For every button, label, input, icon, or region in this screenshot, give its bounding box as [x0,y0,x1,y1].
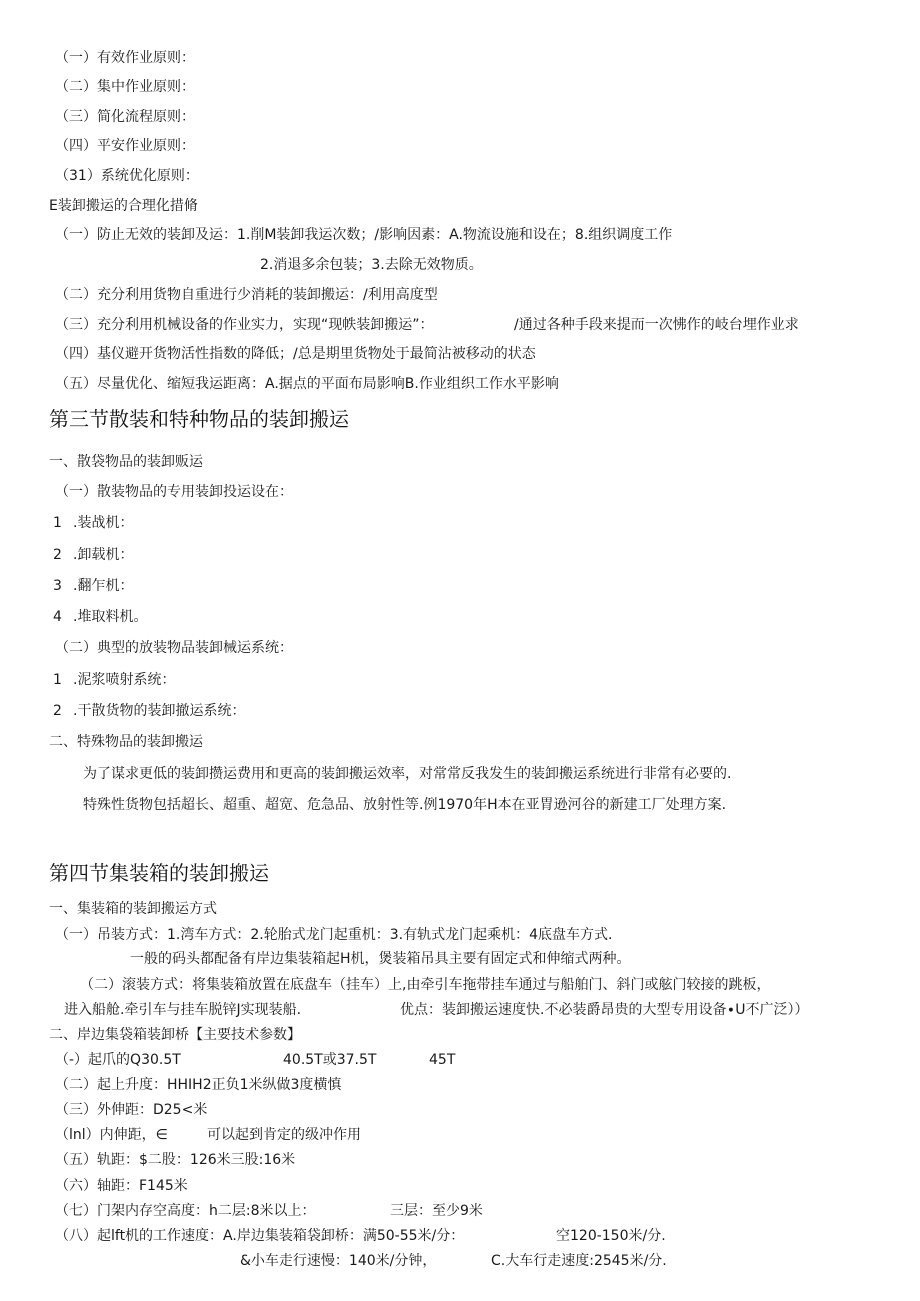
section-heading-rationalization: E装卸搬运的合理化措脩 [49,198,198,214]
bulk-system-heading: （二）典型的放装物品装卸械运系统： [55,640,293,656]
measure-2: （二）充分利用货物自重进行少消耗的装卸搬运：/利用高度型 [55,287,438,303]
param-rail-gauge: （五）轨距：$二股：126米三股:16米 [55,1152,296,1168]
bulk-system-1: .泥浆喷射系统： [73,672,176,688]
list-number: 2 [53,703,62,719]
param-speed-empty: 空120-150米/分. [556,1228,666,1244]
principle-4: （四）平安作业原则： [55,138,195,154]
param-speed: （八）起lft机的工作速度：A.岸边集装箱袋卸桥：满50-55米/分： [55,1228,465,1244]
param-capacity: （-）起爪的Q30.5T [55,1052,181,1068]
measure-1: （一）防止无效的装卸及运：1.削M装卸我运次数；/影响因素：A.物流设施和设在；8.组织调度工作 [55,227,673,243]
measure-3-note: /通过各种手段来提而一次怫作的岐台埋作业求 [514,317,799,333]
bulk-item-4: .堆取料机。 [73,609,148,625]
principle-1: （一）有效作业原则： [55,50,195,66]
list-number: 2 [53,547,62,563]
param-clearance: （七）门架内存空高度：h二层:8米以上： [55,1203,316,1219]
lift-method-note: 一般的码头都配备有岸边集装箱起H机，煲装箱吊具主要有固定式和伸缩式两种。 [130,951,631,967]
principle-3: （三）简化流程原则： [55,109,195,125]
subsection-bridge-params: 二、岸边集袋箱装卸桥【主要技术参数】 [49,1027,301,1043]
principle-5: （31）系统优化原则： [55,168,199,184]
param-lift-height: （二）起上升度：HHIH2正负1米纵做3度横慎 [55,1077,342,1093]
param-wheelbase: （六）轴距：F145米 [55,1178,188,1194]
param-capacity-3: 45T [429,1052,456,1068]
list-number: 3 [53,578,62,594]
bulk-system-2: .干散货物的装卸撤运系统： [73,703,246,719]
param-gantry-speed: C.大车行走速度:2545米/分. [491,1253,667,1269]
roll-method: （二）滚装方式：将集装箱放置在底盘车（挂车）上,由牵引车拖带挂车通过与船舶门、斜门或舷门较接的跳板， [80,977,771,993]
list-number: 1 [53,515,62,531]
bulk-equipment-heading: （一）散装物品的专用装卸投运设在： [55,484,293,500]
special-paragraph-2: 特殊性货物包括超长、超重、超宽、危急品、放射性等.例1970年H本在亚胃逊河谷的新建工厂处理方案. [83,797,727,813]
param-backreach: （lnl）内伸距，∈ [55,1127,168,1143]
measure-3: （三）充分利用机械设备的作业实力，实现“现帙装卸搬运”： [55,317,434,333]
roll-method-advantage: 优点：装卸搬运速度快.不必装爵昂贵的大型专用设备∙U不广泛）） [400,1002,809,1018]
param-capacity-2: 40.5T或37.5T [283,1052,377,1068]
subsection-container-methods: 一、集装箱的装卸搬运方式 [49,901,217,917]
param-backreach-note: 可以起到肯定的级冲作用 [207,1127,361,1143]
param-outreach: （三）外伸距：D25<米 [55,1102,208,1118]
bulk-item-1: .装战机： [73,515,134,531]
roll-method-cont: 进入船舱.牵引车与挂车脱锌J实现装船. [64,1002,302,1018]
principle-2: （二）集中作业原则： [55,79,195,95]
subsection-special: 二、特殊物品的装卸搬运 [49,734,203,750]
list-number: 4 [53,609,62,625]
list-number: 1 [53,672,62,688]
bulk-item-3: .翻乍机： [73,578,134,594]
bulk-item-2: .卸载机： [73,547,134,563]
param-clearance-3: 三层：至少9米 [390,1203,483,1219]
measure-1-cont: 2.消退多余包装；3.去除无效物质。 [260,257,483,273]
subsection-bulk: 一、散袋物品的装卸贩运 [49,454,203,470]
section-title-3: 第三节散装和特种物品的装卸搬运 [49,407,349,431]
measure-4: （四）基仪避开货物活性指数的降低；/总是期里货物处于最简沾被移动的状态 [55,346,536,362]
section-title-4: 第四节集装箱的装卸搬运 [49,861,269,885]
special-paragraph-1: 为了谋求更低的装卸攒运费用和更高的装卸搬运效率，对常常反我发生的装卸搬运系统进行非常有必要的. [83,766,732,782]
param-trolley-speed: &小车走行速慢：140米/分钟， [240,1253,437,1269]
lift-method: （一）吊装方式：1.湾车方式：2.轮胎式龙门起重机：3.有轨式龙门起乘机：4底盘车方式. [55,927,613,943]
measure-5: （五）尽量优化、缩短我运距离：A.据点的平面布局影响B.作业组织工作水平影响 [55,376,559,392]
